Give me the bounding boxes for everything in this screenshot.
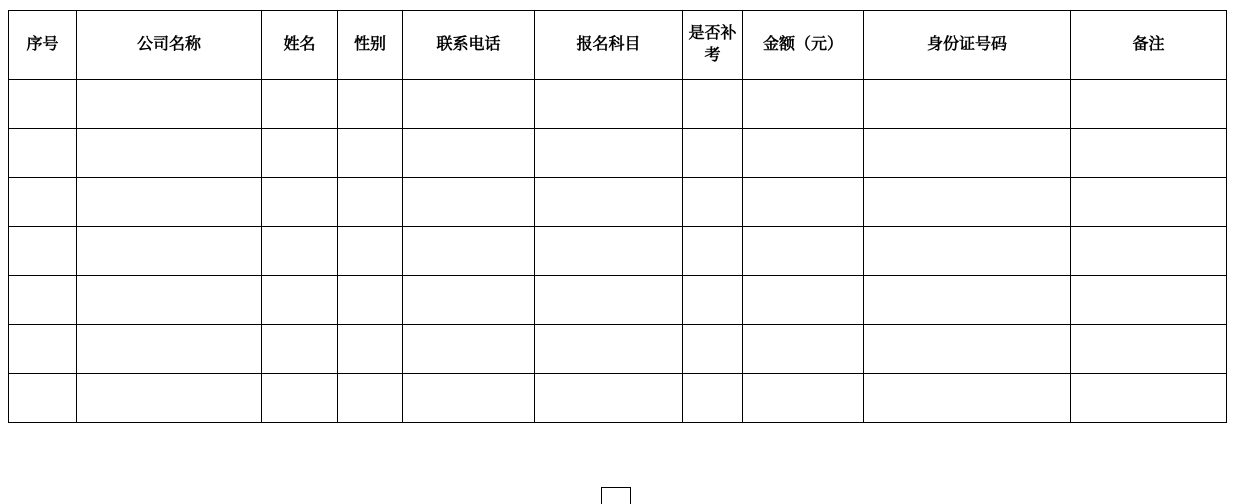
table-cell-amount[interactable] bbox=[743, 276, 864, 325]
column-header-company-label: 公司名称 bbox=[136, 36, 201, 54]
table-cell-id-number[interactable] bbox=[864, 129, 1071, 178]
table-cell-company[interactable] bbox=[77, 80, 262, 129]
table-row bbox=[9, 325, 1227, 374]
table-cell-id-number[interactable] bbox=[864, 374, 1071, 423]
table-cell-name[interactable] bbox=[262, 129, 338, 178]
column-header-name-label: 姓名 bbox=[283, 36, 316, 54]
table-cell-subject[interactable] bbox=[535, 227, 683, 276]
table-cell-id-number[interactable] bbox=[864, 80, 1071, 129]
table-cell-phone[interactable] bbox=[403, 276, 535, 325]
column-header-seq bbox=[9, 11, 77, 80]
table-cell-remark[interactable] bbox=[1071, 276, 1227, 325]
column-header-retake bbox=[683, 11, 743, 80]
column-header-id-number-label: 身份证号码 bbox=[926, 36, 1007, 54]
column-header-amount-label: 金额（元） bbox=[762, 36, 843, 54]
table-cell-id-number[interactable] bbox=[864, 227, 1071, 276]
table-cell-retake[interactable] bbox=[683, 129, 743, 178]
table-cell-company[interactable] bbox=[77, 276, 262, 325]
table-row bbox=[9, 80, 1227, 129]
table-cell-remark[interactable] bbox=[1071, 80, 1227, 129]
table-cell-phone[interactable] bbox=[403, 325, 535, 374]
column-header-seq-label: 序号 bbox=[26, 36, 59, 54]
column-header-amount bbox=[743, 11, 864, 80]
table-cell-phone[interactable] bbox=[403, 374, 535, 423]
column-header-remark-label: 备注 bbox=[1132, 36, 1165, 54]
table-cell-seq[interactable] bbox=[9, 227, 77, 276]
column-header-phone-label: 联系电话 bbox=[436, 36, 501, 54]
table-cell-amount[interactable] bbox=[743, 374, 864, 423]
table-cell-amount[interactable] bbox=[743, 227, 864, 276]
table-cell-remark[interactable] bbox=[1071, 227, 1227, 276]
table-cell-retake[interactable] bbox=[683, 227, 743, 276]
table-cell-company[interactable] bbox=[77, 227, 262, 276]
table-cell-remark[interactable] bbox=[1071, 325, 1227, 374]
table-header bbox=[9, 11, 1227, 80]
table-cell-seq[interactable] bbox=[9, 276, 77, 325]
table-cell-company[interactable] bbox=[77, 178, 262, 227]
column-header-gender bbox=[338, 11, 403, 80]
table-cell-seq[interactable] bbox=[9, 325, 77, 374]
table-cell-retake[interactable] bbox=[683, 325, 743, 374]
table-cell-remark[interactable] bbox=[1071, 178, 1227, 227]
table-cell-seq[interactable] bbox=[9, 129, 77, 178]
table-cell-retake[interactable] bbox=[683, 276, 743, 325]
table-cell-company[interactable] bbox=[77, 374, 262, 423]
table-cell-gender[interactable] bbox=[338, 374, 403, 423]
table-row bbox=[9, 374, 1227, 423]
page-bottom-cell-fragment bbox=[601, 487, 631, 504]
table-cell-name[interactable] bbox=[262, 325, 338, 374]
table-cell-gender[interactable] bbox=[338, 325, 403, 374]
table-cell-subject[interactable] bbox=[535, 325, 683, 374]
table-cell-name[interactable] bbox=[262, 178, 338, 227]
column-header-remark bbox=[1071, 11, 1227, 80]
column-header-id-number bbox=[864, 11, 1071, 80]
table-cell-name[interactable] bbox=[262, 374, 338, 423]
table-cell-seq[interactable] bbox=[9, 80, 77, 129]
table-cell-gender[interactable] bbox=[338, 276, 403, 325]
table-row bbox=[9, 129, 1227, 178]
column-header-phone bbox=[403, 11, 535, 80]
table-cell-seq[interactable] bbox=[9, 374, 77, 423]
table-cell-name[interactable] bbox=[262, 80, 338, 129]
table-cell-retake[interactable] bbox=[683, 178, 743, 227]
table-cell-subject[interactable] bbox=[535, 80, 683, 129]
table-cell-gender[interactable] bbox=[338, 129, 403, 178]
table-row bbox=[9, 227, 1227, 276]
table-cell-subject[interactable] bbox=[535, 129, 683, 178]
table-cell-phone[interactable] bbox=[403, 227, 535, 276]
table-cell-gender[interactable] bbox=[338, 178, 403, 227]
table-cell-phone[interactable] bbox=[403, 178, 535, 227]
table-cell-amount[interactable] bbox=[743, 325, 864, 374]
table-row bbox=[9, 276, 1227, 325]
table-cell-gender[interactable] bbox=[338, 227, 403, 276]
table-cell-gender[interactable] bbox=[338, 80, 403, 129]
table-cell-name[interactable] bbox=[262, 276, 338, 325]
table-cell-id-number[interactable] bbox=[864, 325, 1071, 374]
column-header-gender-label: 性别 bbox=[353, 36, 386, 54]
column-header-company bbox=[77, 11, 262, 80]
table-cell-subject[interactable] bbox=[535, 178, 683, 227]
column-header-retake-label: 是否补考 bbox=[688, 25, 737, 64]
table-row bbox=[9, 178, 1227, 227]
registration-table bbox=[8, 10, 1227, 423]
table-body bbox=[9, 80, 1227, 423]
table-cell-name[interactable] bbox=[262, 227, 338, 276]
table-cell-remark[interactable] bbox=[1071, 374, 1227, 423]
column-header-name bbox=[262, 11, 338, 80]
table-cell-seq[interactable] bbox=[9, 178, 77, 227]
table-cell-subject[interactable] bbox=[535, 374, 683, 423]
table-cell-id-number[interactable] bbox=[864, 276, 1071, 325]
table-cell-phone[interactable] bbox=[403, 80, 535, 129]
table-cell-remark[interactable] bbox=[1071, 129, 1227, 178]
table-header-row bbox=[9, 11, 1227, 80]
table-cell-amount[interactable] bbox=[743, 129, 864, 178]
table-cell-subject[interactable] bbox=[535, 276, 683, 325]
registration-table-container bbox=[8, 10, 1226, 423]
table-cell-retake[interactable] bbox=[683, 80, 743, 129]
table-cell-phone[interactable] bbox=[403, 129, 535, 178]
table-cell-amount[interactable] bbox=[743, 178, 864, 227]
column-header-subject-label: 报名科目 bbox=[576, 36, 641, 54]
table-cell-company[interactable] bbox=[77, 129, 262, 178]
table-cell-amount[interactable] bbox=[743, 80, 864, 129]
column-header-subject bbox=[535, 11, 683, 80]
table-cell-retake[interactable] bbox=[683, 374, 743, 423]
table-cell-id-number[interactable] bbox=[864, 178, 1071, 227]
table-cell-company[interactable] bbox=[77, 325, 262, 374]
